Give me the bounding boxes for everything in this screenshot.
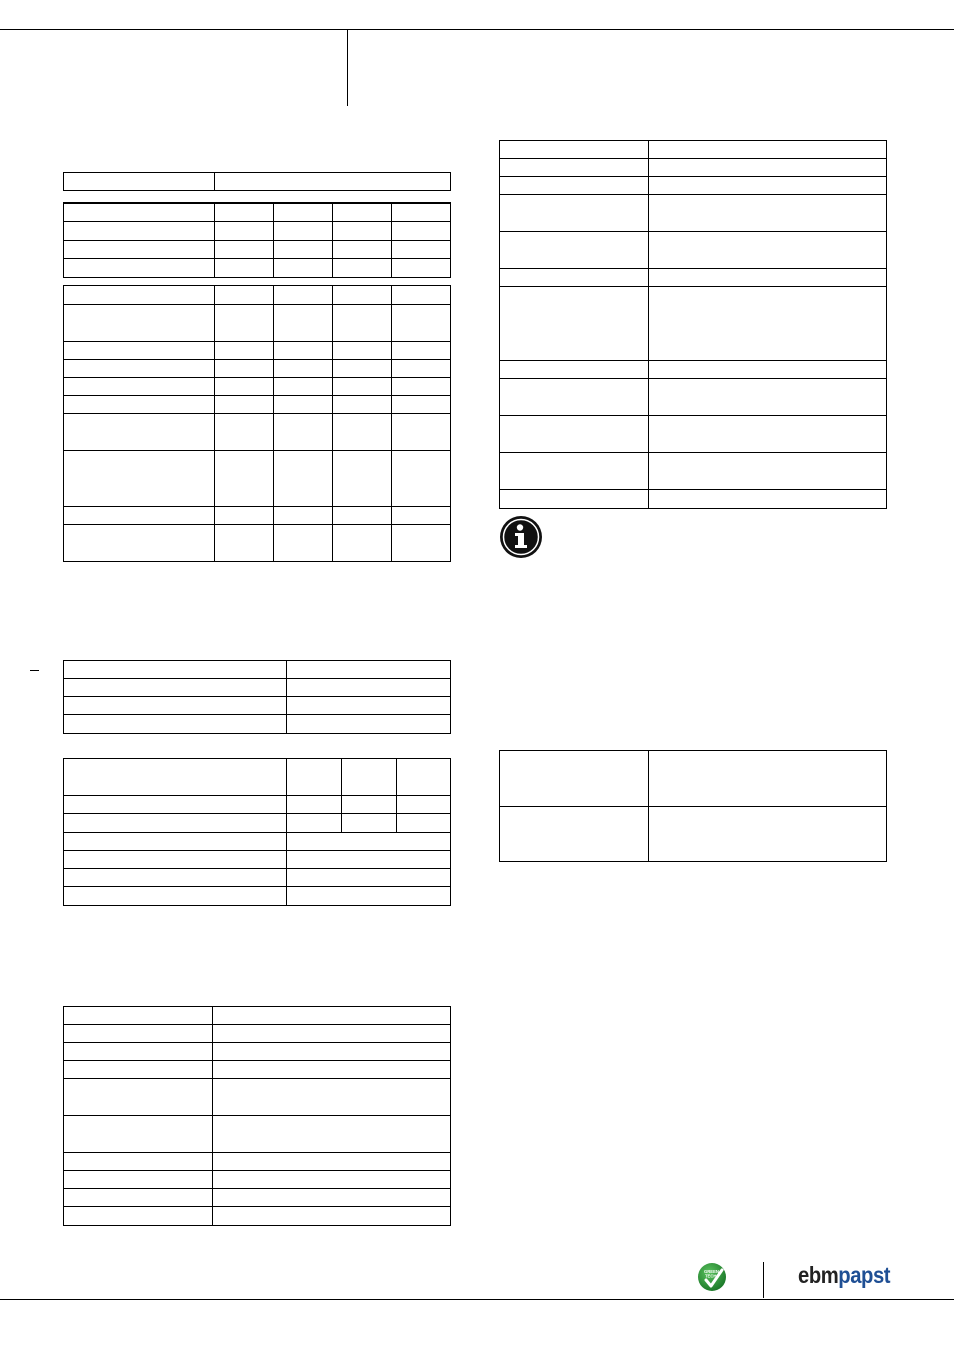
brand-part-2: papst — [838, 1262, 891, 1288]
table-nominal-data — [63, 202, 451, 278]
header-divider — [347, 29, 348, 106]
greentech-check-icon — [697, 1262, 727, 1292]
table-technical-description — [499, 140, 887, 509]
dash-mark — [30, 670, 39, 671]
info-icon — [499, 515, 543, 559]
greentech-text-2: TECH — [705, 1273, 717, 1279]
table-type-header — [63, 172, 451, 191]
brand-part-1: ebm — [798, 1262, 839, 1288]
header-rule — [0, 29, 954, 30]
table-operating-data — [63, 285, 451, 562]
table-notes — [499, 750, 887, 862]
greentech-text-1: GREEN — [704, 1269, 719, 1274]
footer-logo-divider — [763, 1262, 764, 1298]
footer-rule — [0, 1299, 954, 1300]
ebmpapst-logo — [798, 1262, 890, 1289]
table-technical-3 — [63, 1006, 451, 1226]
table-technical-1 — [63, 660, 451, 734]
table-technical-2 — [63, 758, 451, 906]
